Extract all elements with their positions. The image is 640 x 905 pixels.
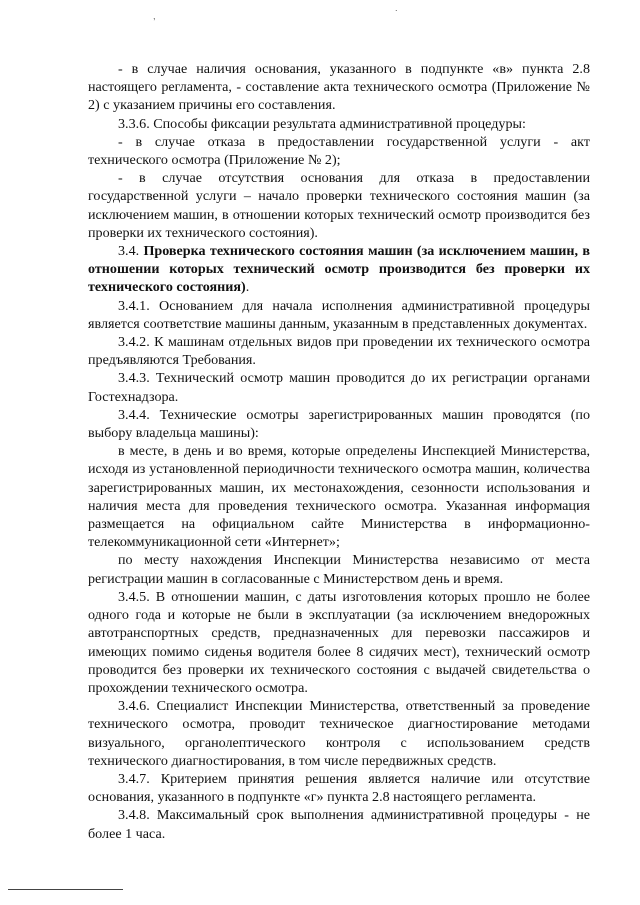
paragraph-3-4-8: 3.4.8. Максимальный срок выполнения административной процедуры - не более 1 часа. (88, 807, 590, 842)
paragraph-3-4-5: 3.4.5. В отношении машин, с даты изготовления которых прошло не более одного года и которые не были в эксплуатации (за исключением внедорожных автотранспортных средств, предназначенных для перевозки пассажиров и имеющих помимо сиденья водителя более 8 сидячих мест), технический осмотр проводится без проверки их технического состояния с выдачей свидетельства о прохождении технического осмотра. (88, 588, 590, 696)
section-heading-number: 3.4. (118, 243, 144, 260)
document-body (88, 60, 590, 843)
section-heading-3-4 (88, 242, 590, 297)
paragraph-3-4-4-option-place: в месте, в день и во время, которые определены Инспекцией Министерства, исходя из установленной периодичности технического осмотра машин, количества зарегистрированных машин, их местонахождения, сезонности использования и наличия места для проведения технического осмотра. Указанная информация размещается на официальном сайте Министерства в информационно-телекоммуникационной сети «Интернет»; (88, 443, 590, 551)
paragraph-3-4-6: 3.4.6. Специалист Инспекции Министерства, ответственный за проведение технического осмотра, проводит техническое диагностирование методами визуального, органолептического контроля с использованием средств технического диагностирования, в том числе передвижных средств. (88, 698, 590, 769)
section-heading-end: . (245, 279, 250, 296)
paragraph-3-3-6: 3.3.6. Способы фиксации результата административной процедуры: (118, 115, 526, 132)
scan-mark-right: . (395, 3, 398, 13)
section-heading-title: Проверка технического состояния машин (за исключением машин, в отношении которых технический осмотр производится без проверки их технического состояния) (88, 243, 590, 296)
paragraph-3-4-4: 3.4.4. Технические осмотры зарегистрированных машин проводятся (по выбору владельца машины): (88, 406, 590, 442)
paragraph-3-4-2: 3.4.2. К машинам отдельных видов при проведении их технического осмотра предъявляются Требования. (88, 334, 590, 369)
paragraph-3-4-3: 3.4.3. Технический осмотр машин проводится до их регистрации органами Гостехнадзора. (88, 370, 590, 405)
paragraph-3-3-5-item: - в случае наличия основания, указанного в подпункте «в» пункта 2.8 настоящего регламента, - составление акта технического осмотра (Приложение № 2) с указанием причины его составления. (88, 61, 590, 114)
paragraph-3-3-6-item-no-refusal: - в случае отсутствия основания для отказа в предоставлении государственной услуги – начало проверки технического состояния машин (за исключением машин, в отношении которых технический осмотр производится без проверки их технического состояния). (88, 170, 590, 241)
paragraph-3-3-6-item-refusal: - в случае отказа в предоставлении государственной услуги - акт технического осмотра (Приложение № 2); (88, 133, 590, 169)
paragraph-3-4-4-option-inspection: по месту нахождения Инспекции Министерства независимо от места регистрации машин в согласованные с Министерством день и время. (88, 552, 590, 587)
paragraph-3-4-7: 3.4.7. Критерием принятия решения является наличие или отсутствие основания, указанного в подпункте «г» пункта 2.8 настоящего регламента. (88, 770, 590, 806)
footnote-divider (8, 889, 123, 890)
scan-mark-left: , (153, 11, 156, 21)
paragraph-3-4-1: 3.4.1. Основанием для начала исполнения административной процедуры является соответствие машины данным, указанным в представленных документах. (88, 297, 590, 332)
